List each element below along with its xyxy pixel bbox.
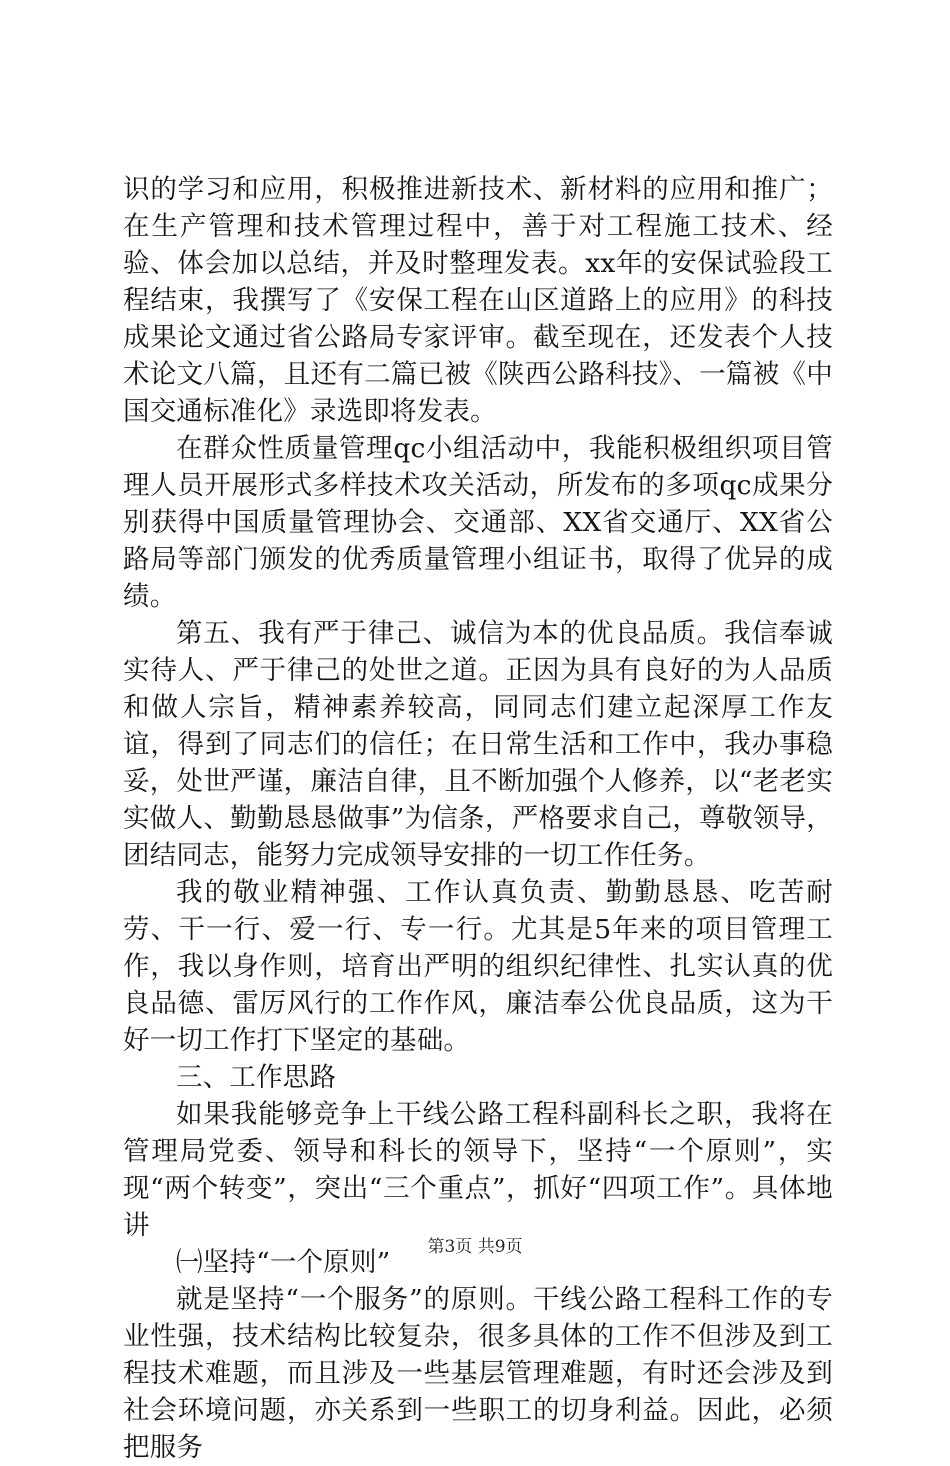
paragraph-fifth-point: 第五、我有严于律己、诚信为本的优良品质。我信奉诚实待人、严于律己的处世之道。正因为具有良好的为人品质和做人宗旨，精神素养较高，同同志们建立起深厚工作友谊，得到了同志们的信任；在日常生活和工作中，我办事稳妥，处世严谨，廉洁自律，且不断加强个人修养，以“老老实实做人、勤勤恳恳做事”为信条，严格要求自己，尊敬领导，团结同志，能努力完成领导安排的一切工作任务。 (123, 618, 833, 871)
paragraph-continuation: 识的学习和应用，积极推进新技术、新材料的应用和推广；在生产管理和技术管理过程中，善于对工程施工技术、经验、体会加以总结，并及时整理发表。xx年的安保试验段工程结束，我撰写了《安保工程在山区道路上的应用》的科技成果论文通过省公路局专家评审。截至现在，还发表个人技术论文八篇，且还有二篇已被《陕西公路科技》、一篇被《中国交通标准化》录选即将发表。 (123, 174, 833, 427)
paragraph-dedication: 我的敬业精神强、工作认真负责、勤勤恳恳、吃苦耐劳、干一行、爱一行、专一行。尤其是5年来的项目管理工作，我以身作则，培育出严明的组织纪律性、扎实认真的优良品德、雷厉风行的工作作风，廉洁奉公优良品质，这为干好一切工作打下坚定的基础。 (123, 877, 833, 1056)
page-number-footer: 第3页 共9页 (427, 1237, 523, 1257)
subheading-one-principle: ㈠坚持“一个原则” (176, 1247, 391, 1278)
paragraph-qc-activities: 在群众性质量管理qc小组活动中，我能积极组织项目管理人员开展形式多样技术攻关活动，所发布的多项qc成果分别获得中国质量管理协会、交通部、XX省交通厅、XX省公路局等部门颁发的优秀质量管理小组证书，取得了优异的成绩。 (123, 433, 833, 612)
document-body (123, 171, 833, 1466)
paragraph-work-plan: 如果我能够竞争上干线公路工程科副科长之职，我将在管理局党委、领导和科长的领导下，坚持“一个原则”，实现“两个转变”，突出“三个重点”，抓好“四项工作”。具体地讲 (123, 1099, 833, 1241)
section-heading-work-ideas: 三、工作思路 (176, 1062, 337, 1093)
paragraph-service-principle: 就是坚持“一个服务”的原则。干线公路工程科工作的专业性强，技术结构比较复杂，很多具体的工作不但涉及到工程技术难题，而且涉及一些基层管理难题，有时还会涉及到社会环境问题，亦关系到一些职工的切身利益。因此，必须把服务 (123, 1284, 833, 1463)
